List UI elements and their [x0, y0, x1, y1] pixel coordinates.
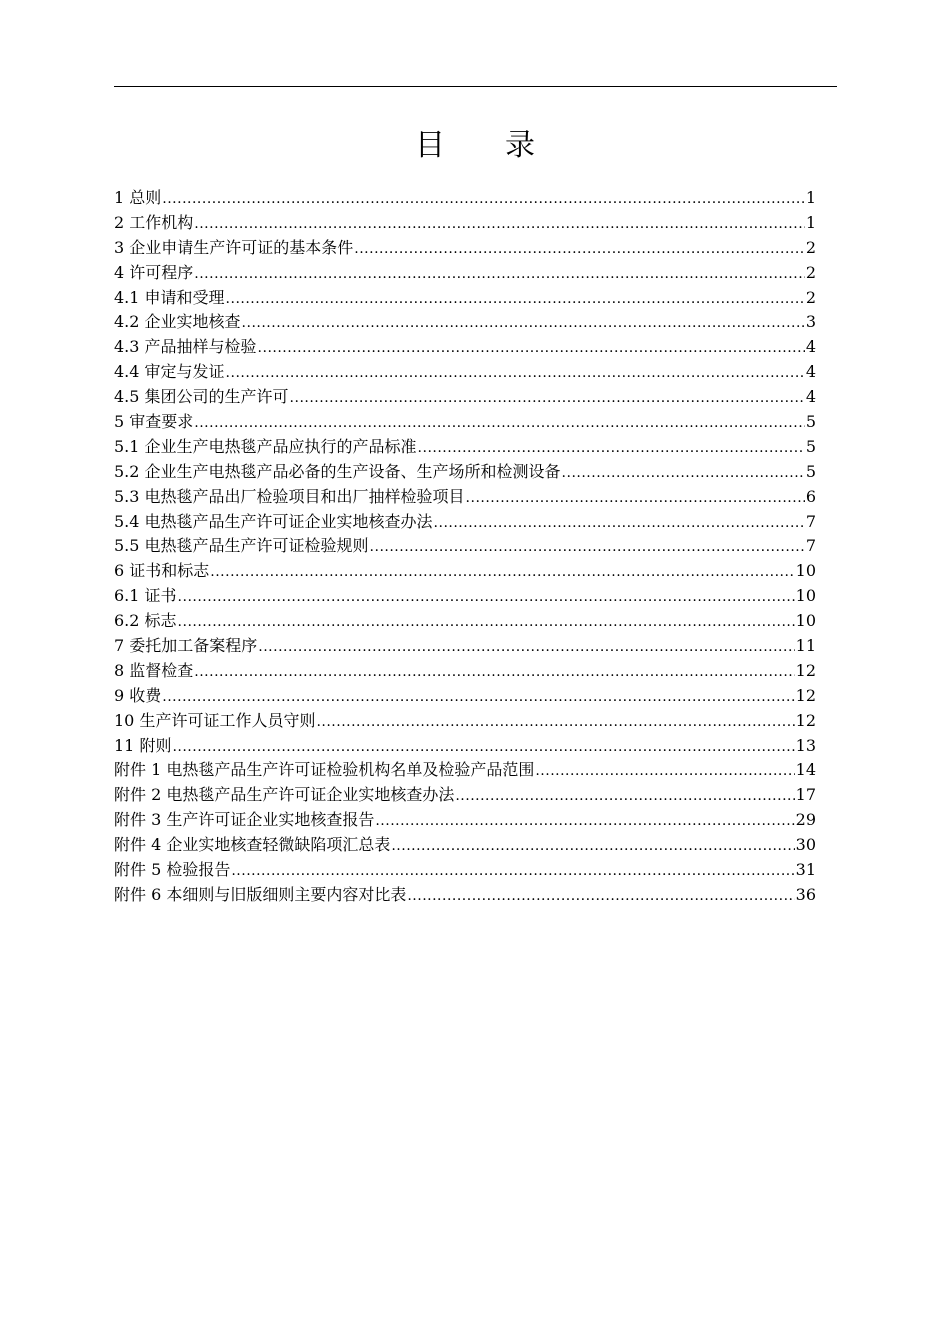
- header-rule: [114, 86, 837, 87]
- toc-dot-leader: [178, 585, 795, 610]
- toc-entry-label: 6.2 标志: [114, 611, 177, 631]
- toc-entry-page: 4: [805, 337, 816, 357]
- toc-entry-page: 11: [795, 636, 816, 656]
- toc-entry-label: 4.2 企业实地核查: [114, 312, 241, 332]
- toc-dot-leader: [434, 511, 805, 536]
- toc-dot-leader: [316, 710, 794, 735]
- toc-entry[interactable]: [114, 783, 816, 808]
- toc-entry-page: 5: [805, 436, 816, 456]
- toc-dot-leader: [194, 212, 805, 237]
- toc-entry[interactable]: [114, 310, 816, 335]
- toc-entry-page: 1: [805, 188, 816, 207]
- toc-entry-label: 9 收费: [114, 685, 162, 705]
- toc-dot-leader: [194, 411, 805, 436]
- toc-entry-label: 5 审查要求: [114, 412, 194, 432]
- toc-entry-label: 8 监督检查: [114, 660, 194, 680]
- toc-entry-page: 7: [805, 511, 816, 531]
- toc-dot-leader: [466, 486, 805, 511]
- toc-entry[interactable]: [114, 485, 816, 510]
- toc-dot-leader: [162, 685, 794, 710]
- toc-entry[interactable]: [114, 833, 816, 858]
- toc-entry-page: 31: [795, 860, 816, 880]
- toc-entry-page: 30: [795, 835, 816, 855]
- toc-entry[interactable]: [114, 634, 816, 659]
- toc-entry[interactable]: [114, 534, 816, 559]
- toc-dot-leader: [226, 287, 805, 312]
- toc-entry[interactable]: [114, 559, 816, 584]
- toc-entry-label: 5.3 电热毯产品出厂检验项目和出厂抽样检验项目: [114, 486, 465, 506]
- toc-entry[interactable]: [114, 684, 816, 709]
- toc-entry[interactable]: [114, 584, 816, 609]
- toc-entry[interactable]: [114, 435, 816, 460]
- toc-entry-label: 10 生产许可证工作人员守则: [114, 710, 316, 730]
- toc-entry-label: 2 工作机构: [114, 212, 194, 232]
- toc-entry-page: 29: [795, 810, 816, 830]
- toc-dot-leader: [194, 262, 805, 287]
- toc-entry[interactable]: [114, 410, 816, 435]
- toc-entry-page: 5: [805, 461, 816, 481]
- toc-entry[interactable]: [114, 883, 816, 908]
- toc-entry[interactable]: [114, 734, 816, 759]
- toc-dot-leader: [370, 535, 805, 560]
- toc-entry-label: 4.3 产品抽样与检验: [114, 337, 257, 357]
- toc-entry-page: 1: [805, 212, 816, 232]
- toc-entry-page: 36: [795, 884, 816, 904]
- toc-dot-leader: [258, 336, 805, 361]
- toc-dot-leader: [194, 660, 794, 685]
- toc-entry[interactable]: [114, 385, 816, 410]
- toc-dot-leader: [407, 884, 794, 909]
- toc-entry[interactable]: [114, 808, 816, 833]
- toc-dot-leader: [162, 187, 805, 212]
- toc-entry-label: 3 企业申请生产许可证的基本条件: [114, 237, 354, 257]
- toc-entry[interactable]: [114, 659, 816, 684]
- toc-entry[interactable]: [114, 858, 816, 883]
- toc-entry-page: 6: [805, 486, 816, 506]
- toc-entry-label: 4 许可程序: [114, 262, 194, 282]
- page-title: 目 录: [415, 128, 535, 163]
- toc-entry-page: 2: [805, 262, 816, 282]
- toc-entry-label: 附件 2 电热毯产品生产许可证企业实地核查办法: [114, 785, 455, 805]
- toc-entry-page: 3: [805, 312, 816, 332]
- toc-entry-label: 附件 4 企业实地核查轻微缺陷项汇总表: [114, 835, 391, 855]
- toc-dot-leader: [375, 809, 794, 834]
- toc-entry-label: 4.5 集团公司的生产许可: [114, 387, 289, 407]
- toc-dot-leader: [562, 461, 805, 486]
- toc-dot-leader: [258, 635, 794, 660]
- toc-entry-page: 2: [805, 237, 816, 257]
- toc-entry-page: 10: [795, 561, 816, 581]
- toc-entry[interactable]: [114, 609, 816, 634]
- toc-dot-leader: [172, 735, 794, 760]
- toc-dot-leader: [210, 560, 794, 585]
- toc-entry[interactable]: [114, 186, 816, 211]
- toc-entry[interactable]: [114, 510, 816, 535]
- toc-entry-label: 5.1 企业生产电热毯产品应执行的产品标准: [114, 436, 417, 456]
- toc-entry-label: 附件 3 生产许可证企业实地核查报告: [114, 810, 375, 830]
- toc-entry-page: 12: [795, 660, 816, 680]
- toc-entry-label: 5.4 电热毯产品生产许可证企业实地核查办法: [114, 511, 433, 531]
- toc-dot-leader: [290, 386, 805, 411]
- toc-entry-label: 附件 6 本细则与旧版细则主要内容对比表: [114, 884, 407, 904]
- toc-entry-label: 1 总则: [114, 188, 162, 207]
- toc-entry[interactable]: [114, 460, 816, 485]
- toc-entry[interactable]: [114, 360, 816, 385]
- toc-entry-page: 4: [805, 362, 816, 382]
- toc-entry-page: 2: [805, 287, 816, 307]
- toc-dot-leader: [242, 311, 805, 336]
- toc-entry-page: 12: [795, 685, 816, 705]
- table-of-contents: [114, 186, 816, 908]
- toc-entry-page: 10: [795, 611, 816, 631]
- toc-entry-page: 14: [795, 760, 816, 780]
- toc-entry-page: 12: [795, 710, 816, 730]
- toc-entry[interactable]: [114, 286, 816, 311]
- toc-entry[interactable]: [114, 335, 816, 360]
- toc-entry-label: 5.2 企业生产电热毯产品必备的生产设备、生产场所和检测设备: [114, 461, 561, 481]
- toc-entry-label: 6 证书和标志: [114, 561, 210, 581]
- toc-entry-page: 10: [795, 586, 816, 606]
- toc-dot-leader: [226, 361, 805, 386]
- toc-entry-label: 6.1 证书: [114, 586, 177, 606]
- toc-entry-label: 附件 1 电热毯产品生产许可证检验机构名单及检验产品范围: [114, 760, 535, 780]
- toc-entry-label: 11 附则: [114, 735, 172, 755]
- toc-entry-label: 4.1 申请和受理: [114, 287, 225, 307]
- toc-entry[interactable]: [114, 236, 816, 261]
- toc-entry[interactable]: [114, 758, 816, 783]
- toc-dot-leader: [354, 237, 805, 262]
- toc-dot-leader: [535, 759, 794, 784]
- toc-entry-page: 7: [805, 536, 816, 556]
- toc-entry-label: 5.5 电热毯产品生产许可证检验规则: [114, 536, 369, 556]
- toc-dot-leader: [178, 610, 795, 635]
- toc-dot-leader: [231, 859, 794, 884]
- toc-entry[interactable]: [114, 261, 816, 286]
- toc-dot-leader: [455, 784, 794, 809]
- toc-entry[interactable]: [114, 211, 816, 236]
- toc-entry-page: 5: [805, 412, 816, 432]
- toc-entry-label: 附件 5 检验报告: [114, 860, 231, 880]
- toc-entry[interactable]: [114, 709, 816, 734]
- toc-entry-page: 4: [805, 387, 816, 407]
- toc-entry-label: 7 委托加工备案程序: [114, 636, 258, 656]
- toc-dot-leader: [418, 436, 805, 461]
- toc-entry-page: 13: [795, 735, 816, 755]
- toc-entry-page: 17: [795, 785, 816, 805]
- toc-dot-leader: [391, 834, 794, 859]
- toc-entry-label: 4.4 审定与发证: [114, 362, 225, 382]
